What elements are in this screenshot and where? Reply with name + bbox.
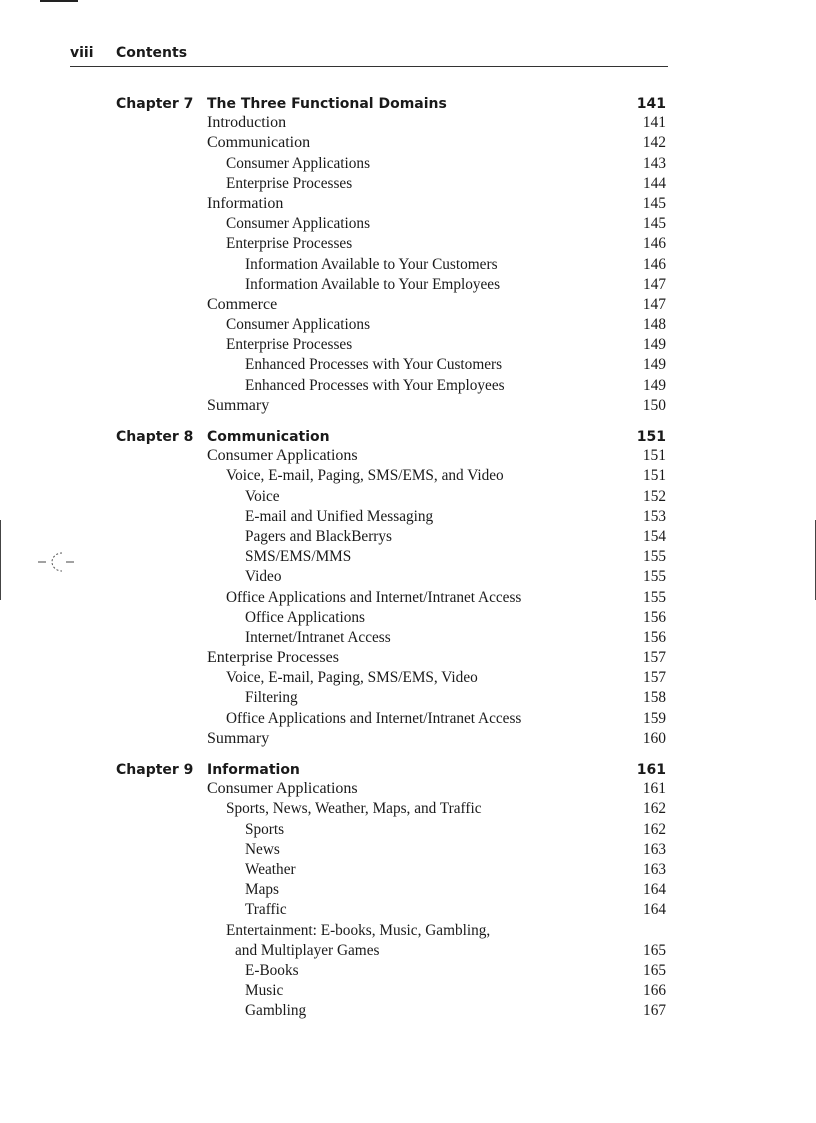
- toc-entry[interactable]: [0, 446, 816, 466]
- toc-entry[interactable]: [0, 154, 816, 174]
- entry-page: 151: [643, 467, 666, 485]
- toc-entry[interactable]: [0, 779, 816, 799]
- entry-title: Enterprise Processes: [226, 336, 353, 354]
- entry-page: 150: [642, 396, 666, 414]
- entry-title: Enterprise Processes: [226, 174, 353, 192]
- entry-title: Consumer Applications: [226, 316, 371, 334]
- entry-page: 157: [642, 649, 666, 667]
- toc-chapter-row[interactable]: [0, 759, 816, 779]
- entry-title: Office Applications and Internet/Intranet Access: [226, 709, 522, 727]
- entry-title: Voice, E-mail, Paging, SMS/EMS, Video: [226, 669, 478, 687]
- toc-entry[interactable]: [0, 799, 816, 819]
- entry-page: 166: [643, 982, 666, 1000]
- toc-entry[interactable]: [0, 648, 816, 668]
- entry-title: Filtering: [245, 689, 298, 707]
- chapter-page: 141: [636, 96, 666, 112]
- entry-page: 155: [643, 548, 666, 566]
- toc-entry[interactable]: [0, 840, 816, 860]
- entry-page: 163: [643, 860, 666, 878]
- entry-title: Entertainment: E-books, Music, Gambling,: [226, 921, 491, 939]
- toc-entry[interactable]: [0, 507, 816, 527]
- entry-title: Voice: [245, 487, 280, 505]
- entry-page: 147: [643, 275, 666, 293]
- toc-entry[interactable]: [0, 275, 816, 295]
- toc-entry[interactable]: [0, 588, 816, 608]
- entry-page: 155: [643, 588, 666, 606]
- toc-entry[interactable]: [0, 315, 816, 335]
- entry-title: Consumer Applications: [226, 215, 371, 233]
- toc-chapter-row[interactable]: [0, 426, 816, 446]
- chapter-page: 151: [636, 429, 666, 445]
- header-title: Contents: [116, 45, 188, 61]
- toc-entry[interactable]: [0, 396, 816, 416]
- toc-entry[interactable]: [0, 527, 816, 547]
- entry-page: 145: [643, 215, 666, 233]
- toc-entry[interactable]: [0, 255, 816, 275]
- entry-title: and Multiplayer Games: [235, 941, 380, 959]
- entry-title: Enhanced Processes with Your Employees: [245, 376, 505, 394]
- crop-mark-top: [40, 0, 78, 2]
- chapter-spacer: [0, 749, 816, 759]
- entry-title: Maps: [245, 881, 279, 899]
- entry-title: Music: [245, 982, 284, 1000]
- entry-title: Sports, News, Weather, Maps, and Traffic: [226, 800, 482, 818]
- toc-entry[interactable]: [0, 921, 816, 941]
- entry-title: SMS/EMS/MMS: [245, 548, 352, 566]
- entry-page: 165: [643, 961, 666, 979]
- entry-page: 161: [642, 780, 666, 798]
- entry-title: Office Applications and Internet/Intranet Access: [226, 588, 522, 606]
- toc-entry[interactable]: [0, 820, 816, 840]
- chapter-title: The Three Functional Domains: [207, 96, 447, 112]
- toc-entry[interactable]: [0, 900, 816, 920]
- entry-page: 145: [642, 194, 666, 212]
- toc-entry[interactable]: [0, 214, 816, 234]
- entry-page: 164: [643, 901, 666, 919]
- toc-entry[interactable]: [0, 860, 816, 880]
- entry-page: 144: [643, 174, 666, 192]
- entry-title: Weather: [245, 860, 296, 878]
- entry-page: 149: [643, 336, 666, 354]
- toc-chapter-row[interactable]: [0, 93, 816, 113]
- entry-page: 160: [642, 729, 666, 747]
- toc-entry[interactable]: [0, 234, 816, 254]
- entry-page: 159: [643, 709, 666, 727]
- chapter-label: Chapter 8: [116, 429, 194, 445]
- running-header: [70, 44, 668, 67]
- toc-entry[interactable]: [0, 133, 816, 153]
- toc-entry[interactable]: [0, 668, 816, 688]
- entry-page: 162: [643, 800, 666, 818]
- entry-page: 156: [643, 608, 666, 626]
- toc-entry[interactable]: [0, 688, 816, 708]
- toc-entry[interactable]: [0, 194, 816, 214]
- entry-title: Pagers and BlackBerrys: [245, 527, 392, 545]
- entry-page: 155: [643, 568, 666, 586]
- entry-page: 154: [643, 527, 666, 545]
- entry-title: Gambling: [245, 1002, 307, 1020]
- entry-page: 157: [643, 669, 666, 687]
- entry-title: Enterprise Processes: [207, 649, 339, 667]
- chapter-title: Communication: [207, 429, 330, 445]
- entry-page: 163: [643, 840, 666, 858]
- entry-title: E-Books: [245, 961, 299, 979]
- toc-entry[interactable]: [0, 355, 816, 375]
- entry-title: Consumer Applications: [207, 780, 358, 798]
- toc-entry[interactable]: [0, 295, 816, 315]
- entry-page: 147: [642, 295, 666, 313]
- entry-page: 162: [643, 820, 666, 838]
- chapter-title: Information: [207, 762, 300, 778]
- entry-page: 143: [643, 154, 666, 172]
- entry-title: Information: [207, 194, 284, 212]
- entry-title: News: [245, 840, 280, 858]
- toc-entry[interactable]: [0, 113, 816, 133]
- chapter-label: Chapter 7: [116, 96, 194, 112]
- entry-title: Summary: [207, 396, 270, 414]
- toc-entry[interactable]: [0, 335, 816, 355]
- toc-entry[interactable]: [0, 376, 816, 396]
- entry-title: Commerce: [207, 295, 278, 313]
- entry-page: 146: [643, 235, 666, 253]
- toc-entry[interactable]: [0, 1001, 816, 1021]
- entry-title: Internet/Intranet Access: [245, 628, 391, 646]
- entry-page: 149: [643, 376, 666, 394]
- chapter-page: 161: [636, 762, 666, 778]
- entry-title: Traffic: [245, 901, 287, 919]
- entry-page: 142: [642, 134, 666, 152]
- entry-title: Consumer Applications: [207, 447, 358, 465]
- entry-title: Introduction: [207, 114, 287, 132]
- entry-page: 148: [643, 316, 666, 334]
- entry-page: 141: [642, 114, 666, 132]
- entry-page: 164: [643, 881, 666, 899]
- entry-page: 167: [643, 1002, 666, 1020]
- entry-title: E-mail and Unified Messaging: [245, 507, 434, 525]
- toc-entry[interactable]: [0, 981, 816, 1001]
- toc-entry[interactable]: [0, 608, 816, 628]
- entry-page: 151: [642, 447, 666, 465]
- entry-title: Communication: [207, 134, 311, 152]
- toc-entry[interactable]: [0, 466, 816, 486]
- toc-entry[interactable]: [0, 709, 816, 729]
- entry-page: 165: [643, 941, 666, 959]
- entry-page: 156: [643, 628, 666, 646]
- entry-title: Video: [245, 568, 282, 586]
- table-of-contents: [0, 93, 816, 1021]
- entry-title: Enterprise Processes: [226, 235, 353, 253]
- toc-entry[interactable]: [0, 729, 816, 749]
- chapter-spacer: [0, 416, 816, 426]
- chapter-label: Chapter 9: [116, 762, 194, 778]
- entry-title: Office Applications: [245, 608, 365, 626]
- entry-title: Information Available to Your Employees: [245, 275, 501, 293]
- toc-entry[interactable]: [0, 628, 816, 648]
- toc-entry[interactable]: [0, 174, 816, 194]
- entry-page: 149: [643, 356, 666, 374]
- entry-title: Information Available to Your Customers: [245, 255, 498, 273]
- toc-entry[interactable]: [0, 487, 816, 507]
- entry-page: 158: [643, 689, 666, 707]
- header-page-number: viii: [70, 45, 94, 61]
- entry-title: Voice, E-mail, Paging, SMS/EMS, and Video: [226, 467, 504, 485]
- entry-title: Enhanced Processes with Your Customers: [245, 356, 503, 374]
- entry-page: 152: [643, 487, 666, 505]
- entry-title: Summary: [207, 729, 270, 747]
- toc-entry[interactable]: [0, 941, 816, 961]
- toc-entry[interactable]: [0, 961, 816, 981]
- toc-entry[interactable]: [0, 880, 816, 900]
- entry-page: 146: [643, 255, 666, 273]
- toc-entry[interactable]: [0, 567, 816, 587]
- entry-title: Sports: [245, 820, 285, 838]
- entry-title: Consumer Applications: [226, 154, 371, 172]
- entry-page: 153: [643, 507, 666, 525]
- toc-entry[interactable]: [0, 547, 816, 567]
